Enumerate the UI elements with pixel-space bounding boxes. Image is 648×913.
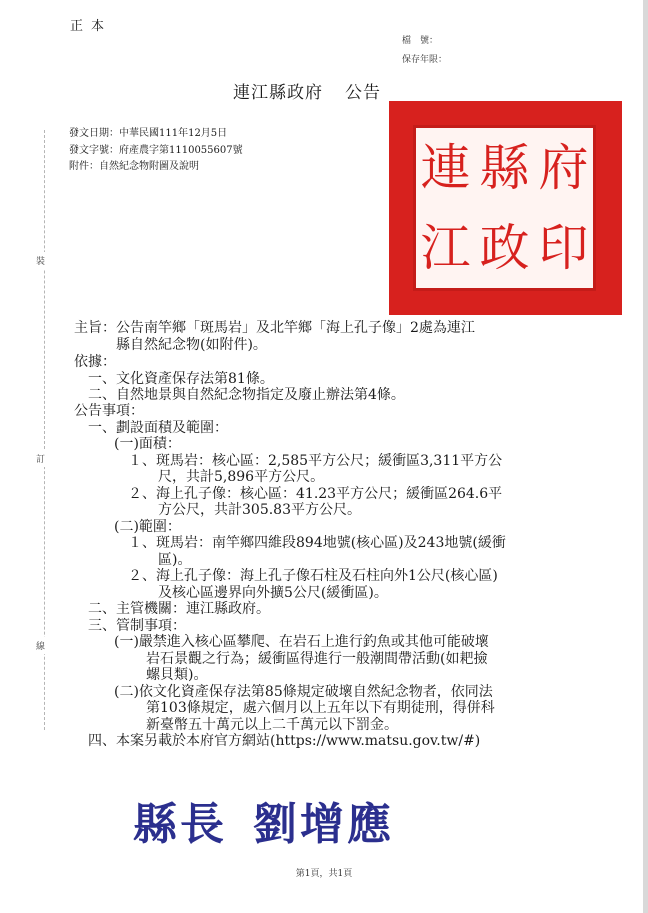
doc-type: 公告	[345, 83, 381, 103]
binding-mark: 裝	[36, 252, 45, 269]
binding-mark: 訂	[36, 450, 45, 467]
range-item: 及核心區邊界向外擴5公尺(緩衝區)。	[158, 585, 388, 601]
date-row	[69, 124, 227, 139]
area-item: １、斑馬岩：核心區：2,585平方公尺；緩衝區3,311平方公	[128, 453, 503, 469]
basis-item: 一、文化資產保存法第81條。	[88, 371, 274, 387]
range-item: １、斑馬岩：南竿鄉四維段894地號(核心區)及243地號(緩衝	[128, 535, 506, 551]
date-label: 發文日期：	[69, 128, 119, 139]
section-heading: 三、管制事項：	[88, 618, 186, 634]
area-item: 方公尺，共計305.83平方公尺。	[158, 502, 361, 518]
retention-label: 保存年限：	[402, 55, 448, 65]
attachment-label: 附件：	[69, 161, 99, 172]
area-item: ２、海上孔子像：核心區：41.23平方公尺；緩衝區264.6平	[128, 486, 503, 502]
file-number-label: 檔 號：	[402, 36, 439, 46]
seal-char: 政	[479, 219, 530, 277]
issuer: 連江縣政府	[233, 83, 323, 103]
control-item: 螺貝類)。	[146, 667, 208, 683]
sub-heading: (一)面積：	[114, 436, 181, 452]
section-heading: 四、本案另載於本府官方網站(https://www.matsu.gov.tw/#)	[88, 733, 481, 749]
control-item: 岩石景觀之行為；緩衝區得進行一般潮間帶活動(如耙撿	[146, 651, 488, 667]
notice-heading: 公告事項：	[74, 403, 144, 419]
issue-date: 中華民國111年12月5日	[119, 128, 228, 139]
subject-line: 縣自然紀念物(如附件)。	[116, 337, 267, 353]
section-heading: 二、主管機關：連江縣政府。	[88, 601, 270, 617]
subject-line: 主旨：公告南竿鄉「斑馬岩」及北竿鄉「海上孔子像」2處為連江	[74, 320, 475, 336]
control-item: (二)依文化資產保存法第85條規定破壞自然紀念物者，依同法	[114, 684, 493, 700]
page-info: 第1頁，共1頁	[295, 869, 353, 879]
signature-name: 劉增應	[253, 799, 394, 850]
control-item: 新臺幣五十萬元以上二千萬元以下罰金。	[146, 717, 398, 733]
seal-char: 江	[420, 219, 471, 277]
signature-title: 縣長	[133, 799, 227, 850]
seal-char: 連	[420, 139, 471, 197]
area-item: 尺，共計5,896平方公尺。	[158, 469, 325, 485]
control-item: 第103條規定，處六個月以上五年以下有期徒刑，得併科	[146, 700, 495, 716]
attachment: 自然紀念物附圖及說明	[99, 161, 199, 172]
seal-char: 縣	[479, 139, 530, 197]
seal-char: 府	[538, 139, 589, 197]
ref-label: 發文字號：	[69, 145, 119, 156]
sub-heading: (二)範圍：	[114, 519, 181, 535]
binding-mark: 線	[36, 637, 45, 654]
control-item: (一)嚴禁進入核心區攀爬、在岩石上進行釣魚或其他可能破壞	[114, 634, 489, 650]
seal-char: 印	[538, 219, 589, 277]
range-item: 區)。	[158, 552, 192, 568]
page-edge	[643, 0, 648, 913]
basis-heading: 依據：	[74, 354, 116, 370]
seal-face	[413, 125, 596, 291]
original-mark: 正本	[70, 19, 113, 34]
ref-number: 府產農字第1110055607號	[119, 145, 243, 156]
section-heading: 一、劃設面積及範圍：	[88, 420, 228, 436]
official-seal	[389, 101, 622, 315]
basis-item: 二、自然地景與自然紀念物指定及廢止辦法第4條。	[88, 387, 405, 403]
document-title	[233, 78, 381, 103]
range-item: ２、海上孔子像：海上孔子像石柱及石柱向外1公尺(核心區)	[128, 568, 498, 584]
ref-row	[69, 141, 243, 156]
attachment-row	[69, 157, 199, 172]
signature	[133, 788, 394, 852]
